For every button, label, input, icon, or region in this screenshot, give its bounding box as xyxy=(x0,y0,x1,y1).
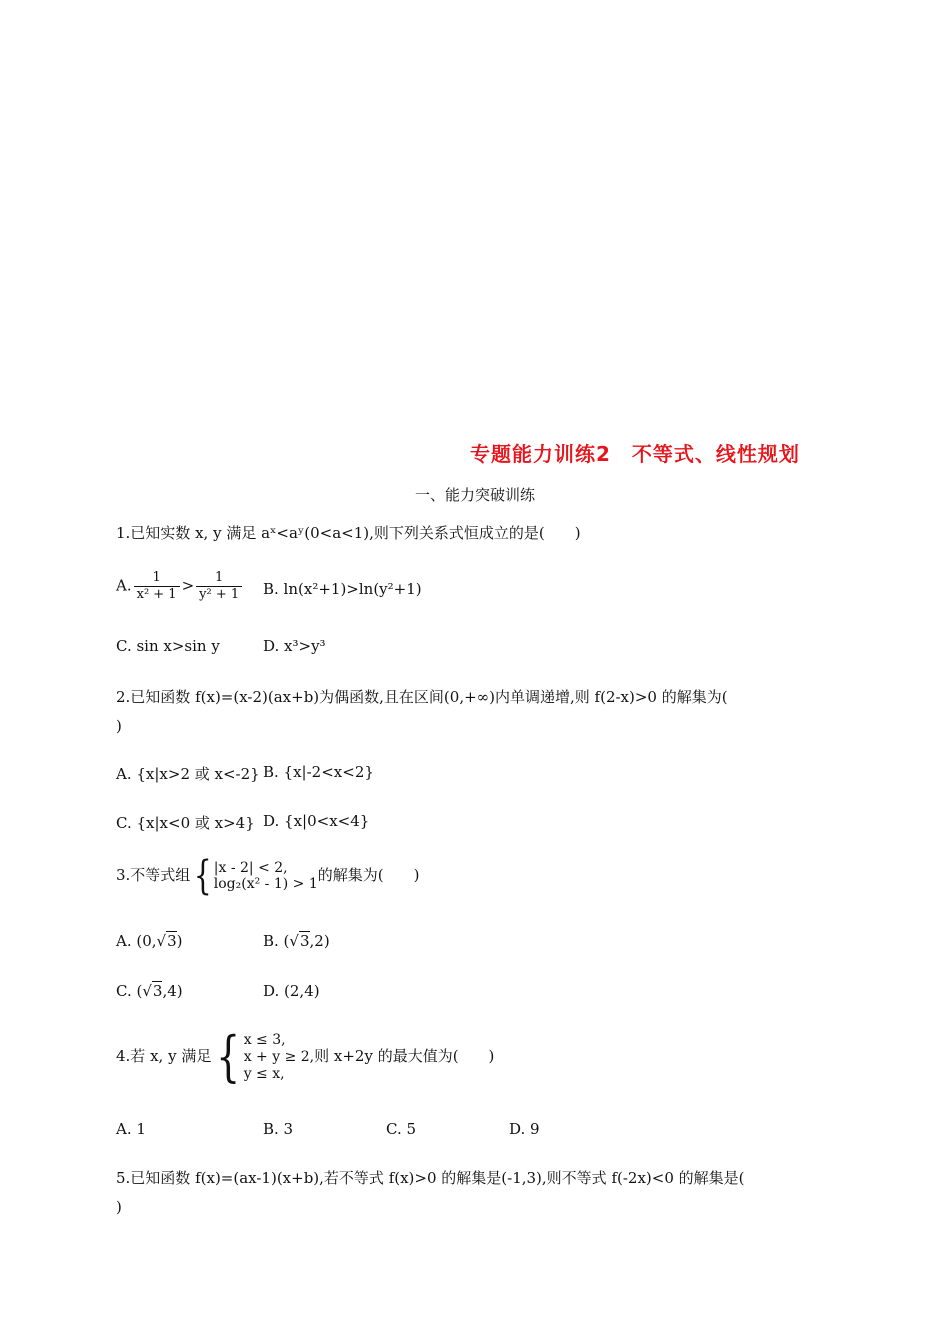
constraint-row-2: x + y ≥ 2, xyxy=(243,1048,315,1065)
constraint-system xyxy=(244,1032,314,1083)
question-3-prefix: 3.不等式组 xyxy=(116,866,191,884)
fraction-1-numerator: 1 xyxy=(134,570,180,587)
radicand: 3 xyxy=(152,982,163,1000)
fraction-1-denominator: x² + 1 xyxy=(136,587,177,602)
question-2-stem-line2: ) xyxy=(116,717,122,735)
constraint-row-1: x ≤ 3, xyxy=(243,1031,286,1048)
fraction-2 xyxy=(196,570,242,603)
question-4-option-d: D. 9 xyxy=(509,1120,540,1138)
question-4-option-b: B. 3 xyxy=(263,1120,294,1138)
relation-symbol: > xyxy=(181,576,195,595)
question-2-stem-line1: 2.已知函数 f(x)=(x-2)(ax+b)为偶函数,且在区间(0,+∞)内单调递增,则 f(2-x)>0 的解集为( xyxy=(116,688,728,706)
option-a-label: A. xyxy=(116,576,132,595)
question-4-suffix: 则 x+2y 的最大值为( ) xyxy=(314,1047,495,1065)
option-c-post: ,4) xyxy=(162,982,183,1000)
question-1-option-c: C. sin x>sin y xyxy=(116,637,220,655)
left-brace-icon: { xyxy=(216,1025,241,1088)
question-3-option-a: A. (0,√3) xyxy=(116,932,183,950)
radicand: 3 xyxy=(167,932,177,950)
fraction-2-denominator: y² + 1 xyxy=(199,587,240,602)
inequality-system xyxy=(214,860,318,892)
question-1-option-a xyxy=(116,570,244,603)
option-b-pre: B. ( xyxy=(263,932,290,950)
constraint-row-3: y ≤ x, xyxy=(243,1065,285,1082)
question-1-option-d: D. x³>y³ xyxy=(263,637,326,655)
question-2-option-c: C. {x|x<0 或 x>4} xyxy=(116,814,255,832)
question-3-stem xyxy=(116,853,420,899)
left-brace-icon: { xyxy=(194,853,212,899)
question-4-prefix: 4.若 x, y 满足 xyxy=(116,1047,212,1065)
question-4-option-c: C. 5 xyxy=(386,1120,417,1138)
question-2-option-d: D. {x|0<x<4} xyxy=(263,812,370,830)
question-3-option-d: D. (2,4) xyxy=(263,982,320,1000)
question-3-option-c: C. (√3,4) xyxy=(116,982,183,1000)
question-5-stem-line2: ) xyxy=(116,1198,122,1216)
option-a-pre: A. (0, xyxy=(116,932,157,950)
question-4-stem xyxy=(116,1025,495,1088)
question-1-stem: 1.已知实数 x, y 满足 aˣ<aʸ(0<a<1),则下列关系式恒成立的是( ) xyxy=(116,524,581,542)
question-2-option-a: A. {x|x>2 或 x<-2} xyxy=(116,765,260,783)
system-row-2: log₂(x² - 1) > 1 xyxy=(213,876,318,892)
question-1-option-b: B. ln(x²+1)>ln(y²+1) xyxy=(263,580,422,598)
system-row-1: |x - 2| < 2, xyxy=(213,860,288,876)
option-c-pre: C. ( xyxy=(116,982,143,1000)
question-5-stem-line1: 5.已知函数 f(x)=(ax-1)(x+b),若不等式 f(x)>0 的解集是(-1,3),则不等式 f(-2x)<0 的解集是( xyxy=(116,1169,745,1187)
section-heading: 一、能力突破训练 xyxy=(414,486,535,504)
option-b-post: ,2) xyxy=(309,932,330,950)
question-3-option-b: B. (√3,2) xyxy=(263,932,330,950)
page-title: 专题能力训练2 不等式、线性规划 xyxy=(470,442,800,466)
question-2-option-b: B. {x|-2<x<2} xyxy=(263,763,374,781)
question-3-suffix: 的解集为( ) xyxy=(317,866,420,884)
question-4-option-a: A. 1 xyxy=(116,1120,146,1138)
radicand: 3 xyxy=(299,932,310,950)
fraction-1 xyxy=(134,570,180,603)
fraction-2-numerator: 1 xyxy=(196,570,242,587)
option-a-post: ) xyxy=(176,932,183,950)
